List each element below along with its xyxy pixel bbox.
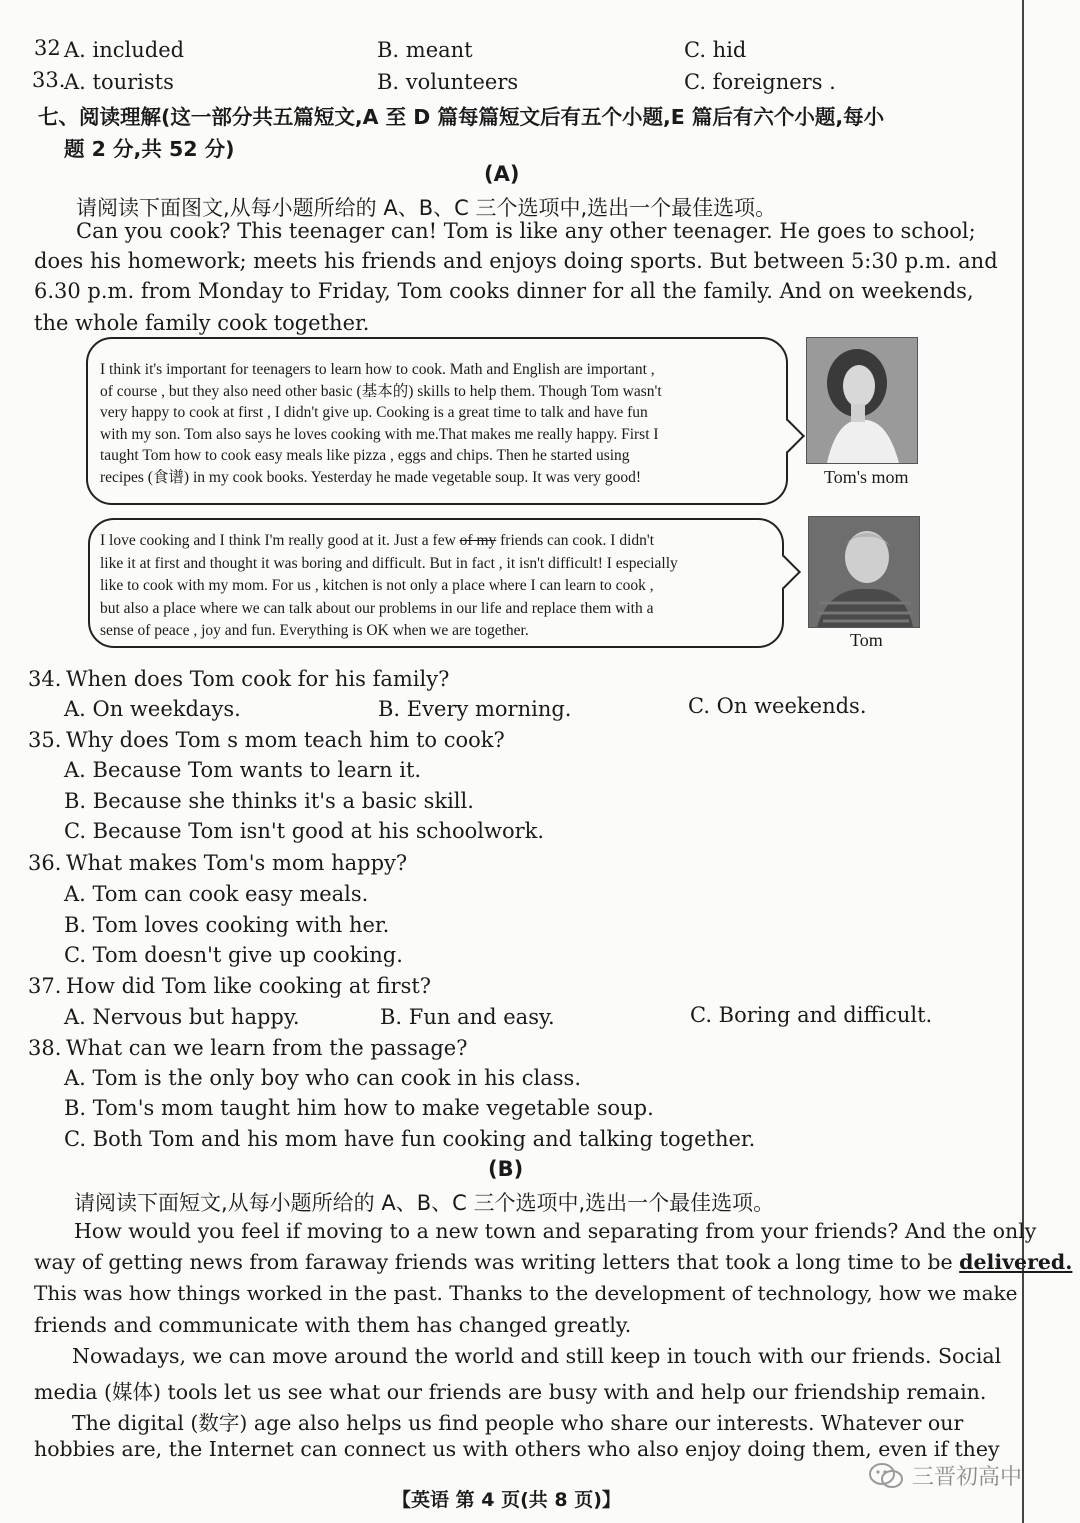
tom-speech-line — [100, 530, 790, 553]
tom-mom-photo — [806, 337, 918, 464]
question-34-option-a: A. On weekdays. — [64, 697, 241, 721]
tom-speech-text — [100, 530, 790, 643]
tom-speech-line1-end: friends can cook. I didn't — [496, 532, 654, 549]
passage-b-line: hobbies are, the Internet can connect us with others who also enjoy doing them, even if they — [34, 1437, 1000, 1461]
question-35-option-a: A. Because Tom wants to learn it. — [64, 758, 422, 782]
question-37-option-c: C. Boring and difficult. — [690, 1003, 933, 1027]
question-37-number: 37. — [28, 974, 62, 998]
passage-b-line: This was how things worked in the past. Thanks to the development of technology, how we make — [34, 1281, 1018, 1305]
page-edge-line — [1022, 0, 1024, 1523]
question-37-option-a: A. Nervous but happy. — [64, 1005, 300, 1029]
question-38-text: What can we learn from the passage? — [66, 1036, 468, 1060]
passage-b-instruction: 请阅读下面短文,从每小题所给的 A、B、C 三个选项中,选出一个最佳选项。 — [74, 1191, 775, 1215]
question-34-option-c: C. On weekends. — [688, 694, 867, 718]
passage-b-line-2-text: way of getting news from faraway friends was writing letters that took a long time to be — [34, 1250, 960, 1274]
question-38-number: 38. — [28, 1036, 62, 1060]
mom-speech-line: with my son. Tom also says he loves cooking with me.That makes me really happy. First I — [100, 425, 659, 443]
question-35-option-b: B. Because she thinks it's a basic skill. — [64, 789, 474, 813]
mom-speech-line: recipes (食谱) in my cook books. Yesterday he made vegetable soup. It was very good! — [100, 468, 642, 486]
question-34-option-b: B. Every morning. — [378, 697, 572, 721]
passage-b-line: Nowadays, we can move around the world and still keep in touch with our friends. Social — [72, 1344, 1002, 1368]
mom-speech-line: very happy to cook at first , I didn't give up. Cooking is a great time to talk and have fun — [100, 404, 648, 422]
question-34-text: When does Tom cook for his family? — [66, 667, 450, 691]
question-38-option-c: C. Both Tom and his mom have fun cooking and talking together. — [64, 1127, 756, 1151]
option-33-c: C. foreigners . — [684, 70, 836, 94]
mom-speech-line: I think it's important for teenagers to learn how to cook. Math and English are important , — [100, 361, 655, 378]
passage-b-line: The digital (数字) age also helps us find people who share our interests. Whatever our — [72, 1411, 964, 1435]
tom-speech-line1-start: I love cooking and I think I'm really good at it. Just a few — [100, 532, 460, 549]
mom-speech-text — [100, 359, 790, 489]
tom-speech-line: like it at first and thought it was boring and difficult. But in fact , it isn't difficult! I especially — [100, 554, 678, 572]
tom-speech-line: like to cook with my mom. For us , kitchen is not only a place where I can learn to cook , — [100, 577, 654, 594]
question-36-number: 36. — [28, 851, 62, 875]
tom-mom-caption: Tom's mom — [824, 467, 909, 487]
struck-out-text: of my — [459, 532, 497, 549]
section-heading-line1: 七、阅读理解(这一部分共五篇短文,A 至 D 篇每篇短文后有五个小题,E 篇后有六个小题,每小 — [38, 105, 885, 129]
passage-a-instruction: 请阅读下面图文,从每小题所给的 A、B、C 三个选项中,选出一个最佳选项。 — [76, 196, 777, 220]
tom-photo — [808, 516, 920, 628]
question-37-option-b: B. Fun and easy. — [380, 1005, 555, 1029]
question-36-option-b: B. Tom loves cooking with her. — [64, 913, 390, 937]
option-32-b: B. meant — [377, 38, 473, 62]
section-heading-line2: 题 2 分,共 52 分) — [64, 137, 235, 161]
option-32-a: A. included — [64, 38, 185, 62]
question-38-option-a: A. Tom is the only boy who can cook in his class. — [64, 1066, 581, 1090]
mom-speech-line: taught Tom how to cook easy meals like pizza , eggs and chips. Then he started using — [100, 447, 630, 465]
watermark — [868, 1460, 1022, 1491]
tom-speech-line: but also a place where we can talk about our problems in our life and replace them with a — [100, 599, 654, 617]
passage-b-label: (B) — [488, 1157, 524, 1181]
passage-b-line: media (媒体) tools let us see what our friends are busy with and help our friendship remain. — [34, 1380, 987, 1404]
question-36-option-c: C. Tom doesn't give up cooking. — [64, 943, 403, 967]
underlined-word: delivered. — [959, 1250, 1073, 1274]
question-35-number: 35. — [28, 728, 62, 752]
question-35-option-c: C. Because Tom isn't good at his schoolwork. — [64, 819, 545, 843]
question-34-number: 34. — [28, 667, 62, 691]
question-35-text: Why does Tom s mom teach him to cook? — [66, 728, 505, 752]
mom-speech-line: of course , but they also need other basic (基本的) skills to help them. Though Tom wasn't — [100, 382, 662, 400]
tom-speech-line: sense of peace , joy and fun. Everything is OK when we are together. — [100, 622, 529, 639]
option-33-b: B. volunteers — [377, 70, 519, 94]
wechat-icon — [868, 1462, 904, 1490]
passage-b-line-2 — [34, 1250, 1072, 1274]
passage-a-intro-line: does his homework; meets his friends and enjoys doing sports. But between 5:30 p.m. and — [34, 249, 998, 273]
option-33-a: A. tourists — [64, 70, 174, 94]
passage-a-intro-line: the whole family cook together. — [34, 311, 370, 335]
passage-b-line: How would you feel if moving to a new town and separating from your friends? And the only — [74, 1219, 1037, 1243]
passage-a-intro-line: Can you cook? This teenager can! Tom is like any other teenager. He goes to school; — [76, 219, 976, 243]
tom-caption: Tom — [850, 630, 883, 650]
passage-b-line: friends and communicate with them has changed greatly. — [34, 1313, 632, 1337]
page-footer: 【英语 第 4 页(共 8 页)】 — [392, 1489, 621, 1511]
question-33-number: 33. — [32, 68, 66, 92]
question-36-text: What makes Tom's mom happy? — [66, 851, 408, 875]
option-32-c: C. hid — [684, 38, 747, 62]
watermark-text: 三晋初高中 — [912, 1465, 1023, 1490]
question-32-number: 32 — [34, 36, 61, 60]
passage-a-label: (A) — [484, 162, 520, 186]
passage-a-intro-line: 6.30 p.m. from Monday to Friday, Tom cooks dinner for all the family. And on weekends, — [34, 279, 974, 303]
question-37-text: How did Tom like cooking at first? — [66, 974, 432, 998]
question-36-option-a: A. Tom can cook easy meals. — [64, 882, 369, 906]
question-38-option-b: B. Tom's mom taught him how to make vegetable soup. — [64, 1096, 654, 1120]
